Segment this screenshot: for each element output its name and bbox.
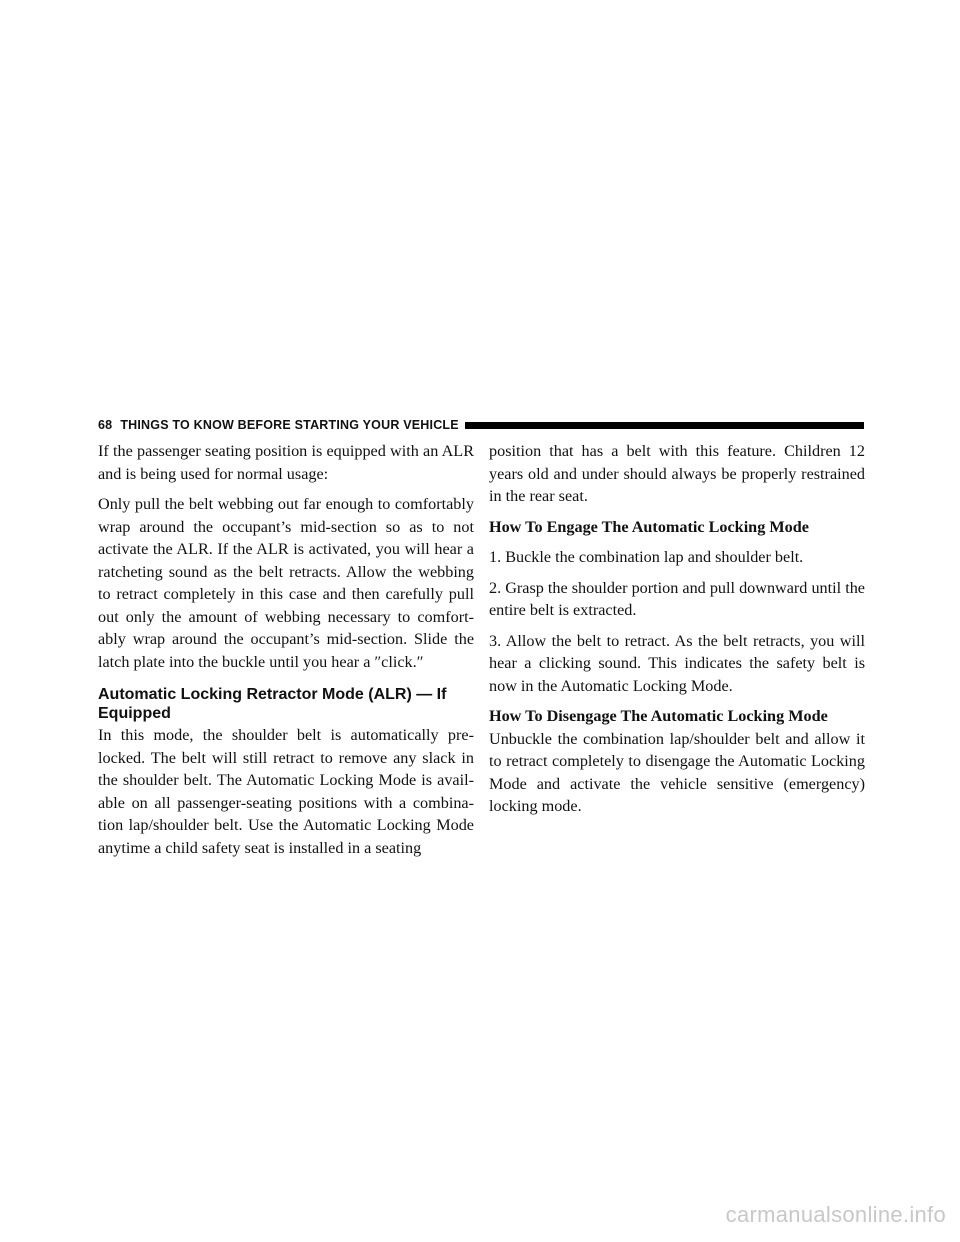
subheading-disengage: How To Disengage The Automatic Locking Mode: [489, 707, 828, 725]
left-column: [98, 440, 474, 859]
paragraph: If the passenger seating position is equipped with an ALR and is being used for normal usage:: [98, 442, 474, 483]
section-title: THINGS TO KNOW BEFORE STARTING YOUR VEHICLE: [120, 418, 459, 432]
paragraph: Unbuckle the combination lap/shoulder belt and allow it to retract completely to disengage the Automatic Locking Mode and activate the vehicle sensitive (emergency) locking mode.: [489, 729, 865, 815]
step-item: 1. Buckle the combination lap and shoulder belt.: [489, 548, 804, 566]
paragraph: Only pull the belt webbing out far enough to comfortably wrap around the occupant’s mid-section so as to not activate the ALR. If the ALR is activated, you will hear a ratcheting sound as the belt retracts. Allow the webbing to retract completely in this case and then carefully pull out only the amount of webbing necessary to comfort-ably wrap around the occupant’s mid-section. Slide the latch plate into the buckle until you hear a ″click.″: [98, 495, 474, 671]
paragraph: In this mode, the shoulder belt is automatically pre-locked. The belt will still retract to remove any slack in the shoulder belt. The Automatic Locking Mode is avail-able on all passenger-seating positions with a combina-tion lap/shoulder belt. Use the Automatic Locking Mode anytime a child safety seat is installed in a seating: [98, 726, 474, 857]
subheading-engage: How To Engage The Automatic Locking Mode: [489, 517, 809, 536]
watermark-text: carmanualsonline.info: [725, 1202, 946, 1227]
header-rule: [465, 422, 864, 429]
step-item: 3. Allow the belt to retract. As the belt retracts, you will hear a clicking sound. This indicates the safety belt is now in the Automatic Locking Mode.: [489, 631, 865, 695]
right-column: [489, 440, 865, 826]
page-header: [98, 416, 864, 434]
step-item: 2. Grasp the shoulder portion and pull downward until the entire belt is extracted.: [489, 578, 865, 619]
page-number: 68: [98, 418, 113, 432]
section-heading: Automatic Locking Retractor Mode (ALR) — If Equipped: [98, 686, 447, 722]
paragraph: position that has a belt with this feature. Children 12 years old and under should always be properly restrained in the rear seat.: [489, 442, 865, 505]
